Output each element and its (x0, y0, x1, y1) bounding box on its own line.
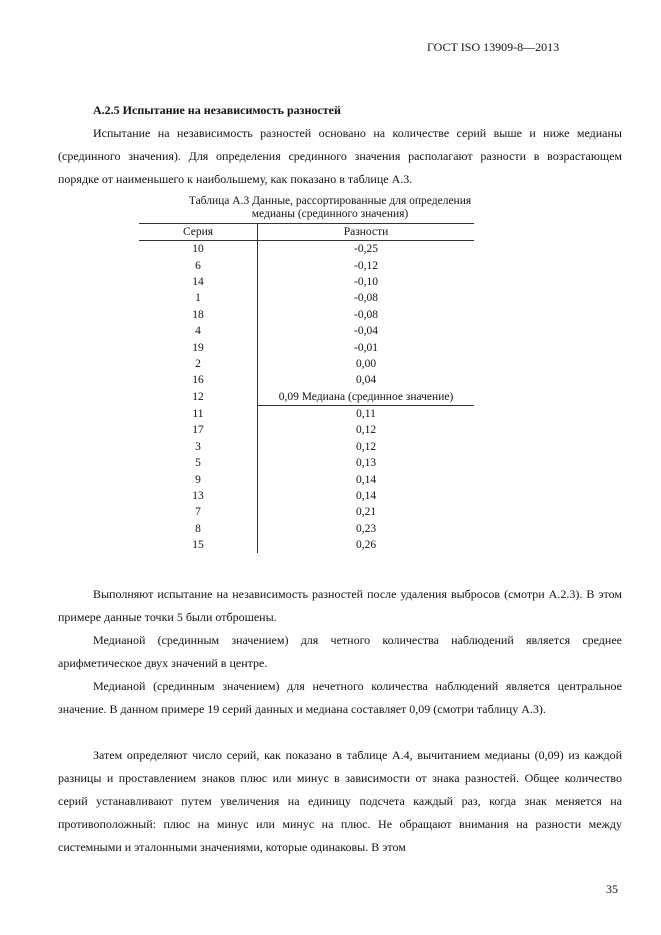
difference-cell: -0,25 (354, 243, 378, 256)
paragraph-1: Выполняют испытание на независимость разностей после удаления выбросов (смотри А.2.3). В этом примере данные точки 5 были отброшены. (58, 587, 622, 624)
table-row (139, 504, 474, 520)
difference-cell: 0,26 (355, 539, 377, 552)
difference-cell: -0,01 (354, 341, 378, 354)
series-cell: 14 (139, 274, 258, 290)
series-cell: 18 (139, 307, 258, 323)
series-cell: 1 (139, 290, 258, 306)
table-caption (140, 195, 520, 221)
intro-paragraph: Испытание на независимость разностей основано на количестве серий выше и ниже медианы (срединного значения). Для определения срединного значения располагают разности в возрастающем порядке от наименьшего к наибольшему, как показано в таблице А.3. (58, 126, 622, 186)
series-cell: 10 (139, 241, 258, 258)
difference-cell: -0,08 (354, 292, 378, 305)
difference-cell: 0,14 (355, 473, 377, 486)
table-row (139, 405, 474, 422)
table-row (139, 422, 474, 438)
difference-cell: 0,00 (355, 357, 377, 370)
series-cell: 12 (139, 389, 258, 406)
difference-cell: 0,09 Медиана (срединное значение) (258, 389, 475, 406)
table-row (139, 307, 474, 323)
difference-cell: 0,12 (355, 424, 377, 437)
series-cell: 5 (139, 455, 258, 471)
difference-cell: 0,23 (355, 522, 377, 535)
table-body (139, 241, 474, 554)
column-header-series: Серия (139, 224, 258, 241)
difference-cell: 0,13 (355, 457, 377, 470)
table-row (139, 323, 474, 339)
data-table (139, 223, 474, 553)
series-cell: 16 (139, 372, 258, 388)
table-caption-line2: медианы (срединного значения) (251, 208, 409, 220)
table-header-row (139, 224, 474, 241)
table-row (139, 389, 474, 406)
table-row (139, 455, 474, 471)
table-row (139, 290, 474, 306)
table-row (139, 471, 474, 487)
series-cell: 13 (139, 488, 258, 504)
series-cell: 4 (139, 323, 258, 339)
table-row (139, 241, 474, 258)
table-row (139, 488, 474, 504)
table-row (139, 339, 474, 355)
series-cell: 3 (139, 439, 258, 455)
table-row (139, 274, 474, 290)
difference-cell: 0,12 (355, 440, 377, 453)
series-cell: 2 (139, 356, 258, 372)
page-number: 35 (606, 882, 618, 896)
series-cell: 8 (139, 521, 258, 537)
difference-cell: 0,11 (356, 408, 376, 421)
table-row (139, 537, 474, 553)
series-cell: 6 (139, 257, 258, 273)
document-header: ГОСТ ISO 13909-8—2013 (427, 40, 560, 54)
section-title: А.2.5 Испытание на независимость разностей (93, 103, 341, 117)
table-row (139, 257, 474, 273)
paragraph-2: Медианой (срединным значением) для четного количества наблюдений является среднее арифметическое двух значений в центре. (58, 633, 622, 670)
series-cell: 11 (139, 405, 258, 422)
paragraph-4: Затем определяют число серий, как показано в таблице А.4, вычитанием медианы (0,09) из каждой разницы и проставлением знаков плюс или минус в зависимости от знака разностей. Общее количество серий устанавливают путем увеличения на единицу подсчета каждый раз, когда знак меняется на противоположный: плюс на минус или минус на плюс. Не обращают внимания на разности между системными и эталонными значениями, которые одинаковы. В этом (58, 748, 622, 854)
series-cell: 7 (139, 504, 258, 520)
difference-cell: -0,04 (354, 325, 378, 338)
table-caption-line1: Таблица А.3 Данные, рассортированные для определения (188, 195, 472, 207)
difference-cell: -0,08 (354, 308, 378, 321)
difference-cell: -0,12 (354, 259, 378, 272)
difference-cell: 0,04 (355, 374, 377, 387)
series-cell: 9 (139, 471, 258, 487)
column-header-differences: Разности (258, 224, 475, 241)
difference-cell: 0,21 (355, 506, 377, 519)
table-row (139, 439, 474, 455)
difference-cell: -0,10 (354, 275, 378, 288)
series-cell: 15 (139, 537, 258, 553)
series-cell: 17 (139, 422, 258, 438)
table-row (139, 356, 474, 372)
series-cell: 19 (139, 339, 258, 355)
paragraph-3: Медианой (срединным значением) для нечетного количества наблюдений является центральное значение. В данном примере 19 серий данных и медиана составляет 0,09 (смотри таблицу А.3). (58, 679, 622, 716)
table-row (139, 521, 474, 537)
difference-cell: 0,14 (355, 490, 377, 503)
table-row (139, 372, 474, 388)
